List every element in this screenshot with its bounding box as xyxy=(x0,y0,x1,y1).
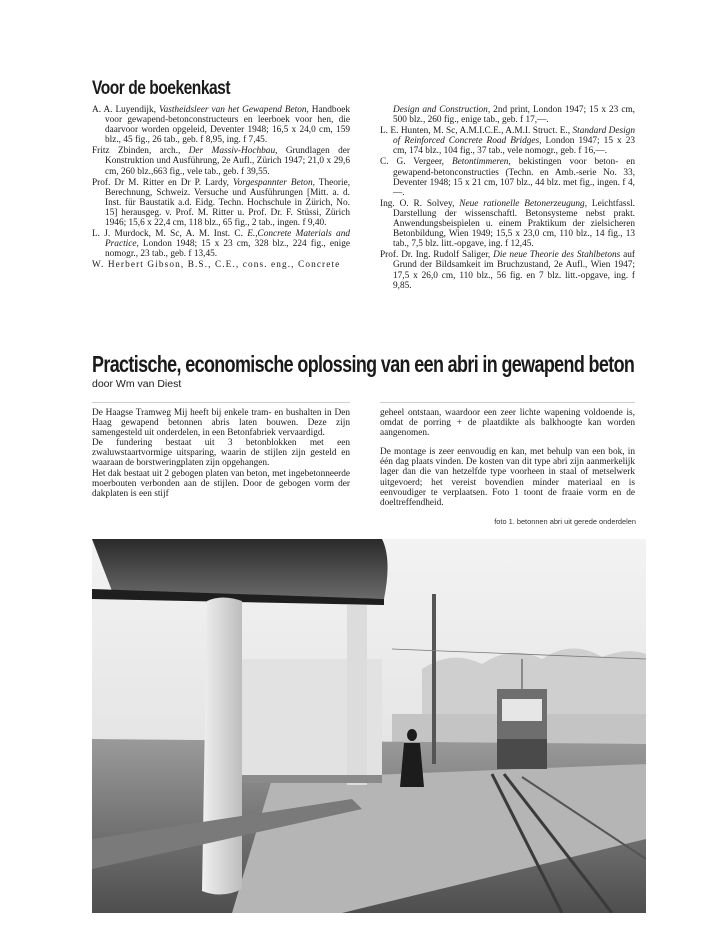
bibliography-left-column xyxy=(92,105,350,272)
entry-author: Ing. O. R. Solvey, xyxy=(380,198,460,209)
bibliography-entry xyxy=(92,229,350,259)
entry-title: Der Massiv-Hochbau, xyxy=(188,146,278,157)
entry-author: Prof. Dr M. Ritter en Dr P. Lardy, xyxy=(92,177,234,188)
bibliography-entry xyxy=(380,126,635,156)
bibliography-entry xyxy=(380,157,635,197)
bibliography-entry xyxy=(380,105,635,125)
entry-author: Fritz Zbinden, arch., xyxy=(92,146,189,157)
section-heading: Voor de boekenkast xyxy=(92,78,231,99)
bibliography-right-column xyxy=(380,105,635,292)
photo-caption: foto 1. betonnen abri uit gerede onderdelen xyxy=(494,517,636,526)
article-paragraph: Het dak bestaat uit 2 gebogen platen van beton, met ingebetonneerde moerbouten verbonden aan de stijlen. Door de gebogen vorm der dakplaten is een stijf xyxy=(92,468,350,499)
article-paragraph: geheel ontstaan, waardoor een zeer lichte wapening voldoende is, omdat de porring + de plaatdikte als balkhoogte kan worden aangenomen. xyxy=(380,408,635,439)
entry-title: Vastheidsleer van het Gewapend Beton, xyxy=(158,105,309,115)
entry-title: Vorgespannter Beton, xyxy=(233,177,315,188)
bibliography-entry xyxy=(92,105,350,145)
entry-title: E.,Concrete Materials and Practice, xyxy=(105,229,350,250)
divider-left xyxy=(92,402,350,403)
entry-details: London 1947; 15 x 23 cm, 174 blz., 104 fig., 37 tab., vele nomogr., geb. f 16,—. xyxy=(393,136,635,157)
entry-details: Handboek voor gewapend-betonconstructeurs en leerboek voor hen, die daarvoor worden opgeleid, Deventer 1948; 16,5 x 24,0 cm, 159 blz., 45 fig., 26 tab., geb. f 8,95, ing. f 7,45. xyxy=(105,105,350,146)
article-paragraph: De fundering bestaat uit 3 betonblokken met een zwaluwstaartvormige uitsparing, waarin de stijlen zijn gesteld en waaraan de borstweringplaten zijn opgehangen. xyxy=(92,438,350,469)
entry-title: Standard Design of Reinforced Concrete Road Bridges, xyxy=(393,126,635,147)
article-byline: door Wm van Diest xyxy=(92,378,182,390)
entry-details: Leichtfassl. Darstellung der wissenschaftl. Betonsysteme nebst prakt. Anwendungsbeispielen u. einem Praktikum der zielsicheren Betonbildung, Wien 1949; 15,5 x 23,0 cm, 110 blz., 14 fig., 13 tab., 7,5 blz. litt.-opgave, ing. f 12,45. xyxy=(393,198,636,250)
entry-author: C. G. Vergeer, xyxy=(380,157,452,168)
article-paragraph: De Haagse Tramweg Mij heeft bij enkele tram- en bushalten in Den Haag gewapend betonnen abris laten bouwen. Deze zijn samengesteld uit onderdelen, in een Betonfabriek vervaardigd. xyxy=(92,408,350,439)
entry-author: A. A. Luyendijk, xyxy=(92,105,159,115)
entry-author: L. E. Hunten, M. Sc, A.M.I.C.E., A.M.I. Struct. E., xyxy=(380,126,573,137)
bibliography-entry xyxy=(92,146,350,176)
bibliography-entry xyxy=(92,178,350,228)
bibliography-entry xyxy=(380,250,635,290)
article-title: Practische, economische oplossing van een abri in gewapend beton xyxy=(92,351,635,377)
bibliography-entry-continued: W. Herbert Gibson, B.S., C.E., cons. eng., Concrete xyxy=(92,260,341,271)
entry-details: auf Grund der Bildsamkeit im Bruchzustand, 2e Aufl., Wien 1947; 17,5 x 26,0 cm, 110 blz., 56 fig. en 7 blz. litt.-opgave, ing. f 9,85. xyxy=(393,250,636,291)
entry-details: Grundlagen der Konstruktion und Ausführung, 2e Aufl., Zürich 1947; 21,0 x 29,6 cm, 260 blz.,663 fig., vele tab., geb. f 39,55. xyxy=(105,146,350,177)
entry-author: Prof. Dr. Ing. Rudolf Saliger, xyxy=(380,250,494,261)
photo-tram-shelter xyxy=(92,539,646,913)
entry-details: Theorie, Berechnung, Schweiz. Versuche und Ausführungen [Mitt. a. d. Inst. für Baustatik a.d. Eidg. Techn. Hochschule in Zürich, No. 15] herausgeg. v. Prof. M. Ritter u. Prof. Dr. F. Stüssi, Zürich 1946; 15,6 x 22,4 cm, 118 blz., 65 fig., 2 tab., ingen. f 9,40. xyxy=(105,177,351,229)
entry-author: L. J. Murdock, M. Sc, A. M. Inst. C. xyxy=(92,229,248,240)
divider-right xyxy=(380,402,635,403)
entry-title: Design and Construction, xyxy=(393,105,491,115)
entry-title: Neue rationelle Betonerzeugung, xyxy=(459,198,588,209)
article-paragraph: De montage is zeer eenvoudig en kan, met behulp van een bok, in één dag plaats vinden. De kosten van dit type abri zijn aanmerkelijk lager dan die van hetzelfde type voorheen in staal of metselwerk uitgevoerd; het vereist bovendien minder materiaal en is eenvoudiger te verplaatsen. Foto 1 toont de fraaie vorm en de doeltreffendheid. xyxy=(380,447,635,508)
article-left-column xyxy=(92,408,350,508)
bibliography-entry xyxy=(380,199,635,249)
article-right-column xyxy=(380,408,635,517)
entry-title: Betontimmeren, xyxy=(451,157,511,168)
entry-details: London 1948; 15 x 23 cm, 328 blz., 224 fig., enige nomogr., 23 tab., geb. f 13,45. xyxy=(105,239,350,260)
entry-details: bekistingen voor beton- en gewapend-betonconstructies (Techn. en Amb.-serie No. 33, Deventer 1948; 15 x 21 cm, 107 blz., 44 blz. met fig., ingen. f 4,—. xyxy=(393,157,635,198)
entry-title: Die neue Theorie des Stahlbetons xyxy=(493,250,621,261)
entry-details: 2nd print, London 1947; 15 x 23 cm, 500 blz., 260 fig., enige tab., geb. f 17,—. xyxy=(393,105,636,126)
